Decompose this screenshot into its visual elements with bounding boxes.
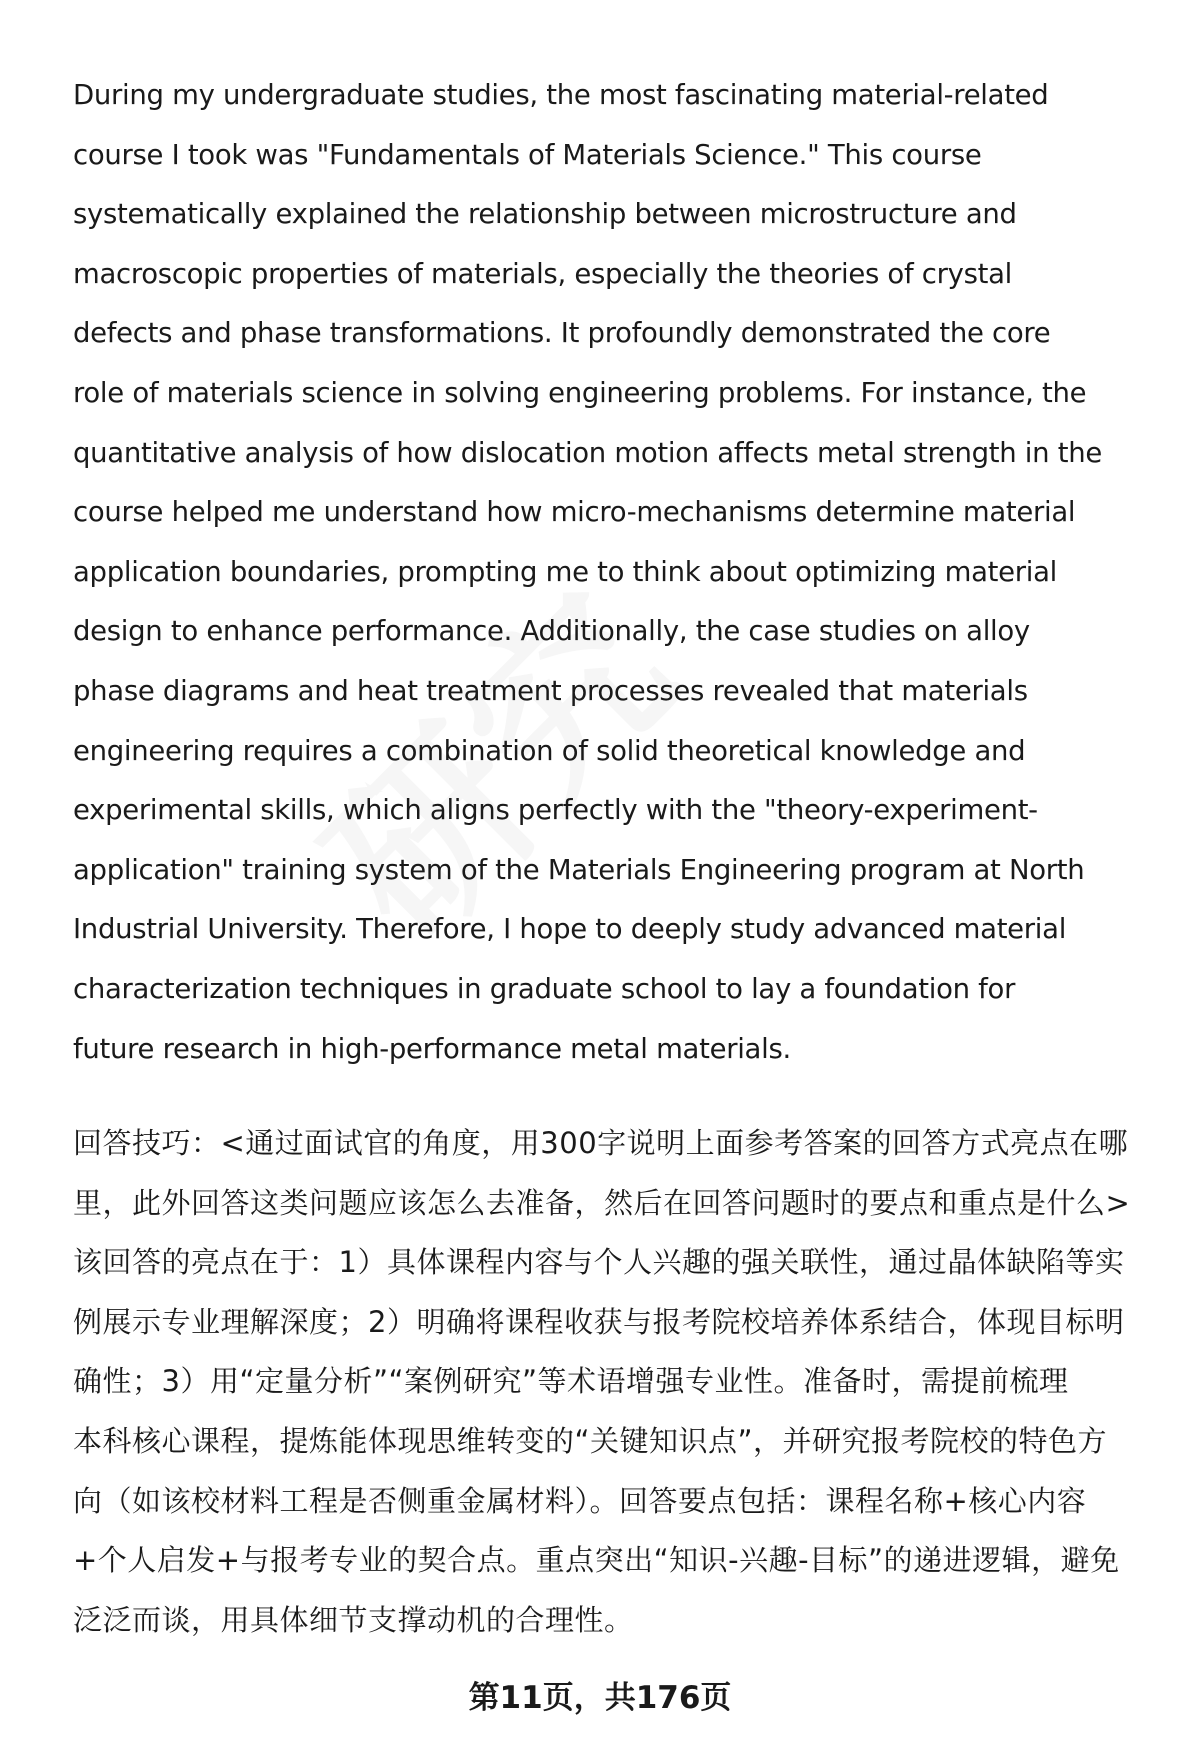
- page-number: 第11页，共176页: [468, 1680, 732, 1716]
- text-line: design to enhance performance. Additionally, the case studies on alloy: [73, 615, 1030, 648]
- text-line: course I took was "Fundamentals of Materials Science." This course: [73, 138, 982, 171]
- text-line: application" training system of the Materials Engineering program at North: [73, 853, 1085, 886]
- text-line: During my undergraduate studies, the most fascinating material-related: [73, 79, 1049, 111]
- text-line: defects and phase transformations. It profoundly demonstrated the core: [73, 317, 1051, 350]
- answer-tips-chinese: [73, 1114, 1130, 1650]
- text-line: 泛泛而谈，用具体细节支撑动机的合理性。: [73, 1602, 634, 1637]
- text-line: systematically explained the relationship between microstructure and: [73, 198, 1017, 231]
- text-line: characterization techniques in graduate school to lay a foundation for: [73, 972, 1016, 1005]
- text-line: 里，此外回答这类问题应该怎么去准备，然后在回答问题时的要点和重点是什么>: [73, 1185, 1131, 1220]
- text-line: 向（如该校材料工程是否侧重金属材料）。回答要点包括：课程名称+核心内容: [73, 1483, 1087, 1518]
- text-line: engineering requires a combination of solid theoretical knowledge and: [73, 734, 1026, 767]
- text-line: 例展示专业理解深度；2）明确将课程收获与报考院校培养体系结合，体现目标明: [73, 1304, 1125, 1339]
- text-line: application boundaries, prompting me to think about optimizing material: [73, 555, 1057, 588]
- text-line: +个人启发+与报考专业的契合点。重点突出“知识-兴趣-目标”的递进逻辑，避免: [73, 1543, 1120, 1578]
- text-line: 回答技巧：<通过面试官的角度，用300字说明上面参考答案的回答方式亮点在哪: [73, 1126, 1129, 1160]
- text-line: 确性；3）用“定量分析”“案例研究”等术语增强专业性。准备时，需提前梳理: [73, 1364, 1069, 1399]
- text-line: Industrial University. Therefore, I hope to deeply study advanced material: [73, 913, 1067, 946]
- text-line: macroscopic properties of materials, especially the theories of crystal: [73, 257, 1012, 290]
- text-line: role of materials science in solving engineering problems. For instance, the: [73, 376, 1087, 409]
- text-line: quantitative analysis of how dislocation motion affects metal strength in the: [73, 436, 1102, 469]
- text-line: 本科核心课程，提炼能体现思维转变的“关键知识点”，并研究报考院校的特色方: [73, 1423, 1108, 1458]
- answer-english: [73, 66, 1102, 1079]
- text-line: future research in high-performance metal materials.: [73, 1032, 791, 1065]
- text-line: phase diagrams and heat treatment processes revealed that materials: [73, 674, 1028, 707]
- text-line: course helped me understand how micro-mechanisms determine material: [73, 496, 1076, 529]
- text-line: 该回答的亮点在于：1）具体课程内容与个人兴趣的强关联性，通过晶体缺陷等实: [73, 1245, 1125, 1280]
- text-line: experimental skills, which aligns perfectly with the "theory-experiment-: [73, 794, 1038, 827]
